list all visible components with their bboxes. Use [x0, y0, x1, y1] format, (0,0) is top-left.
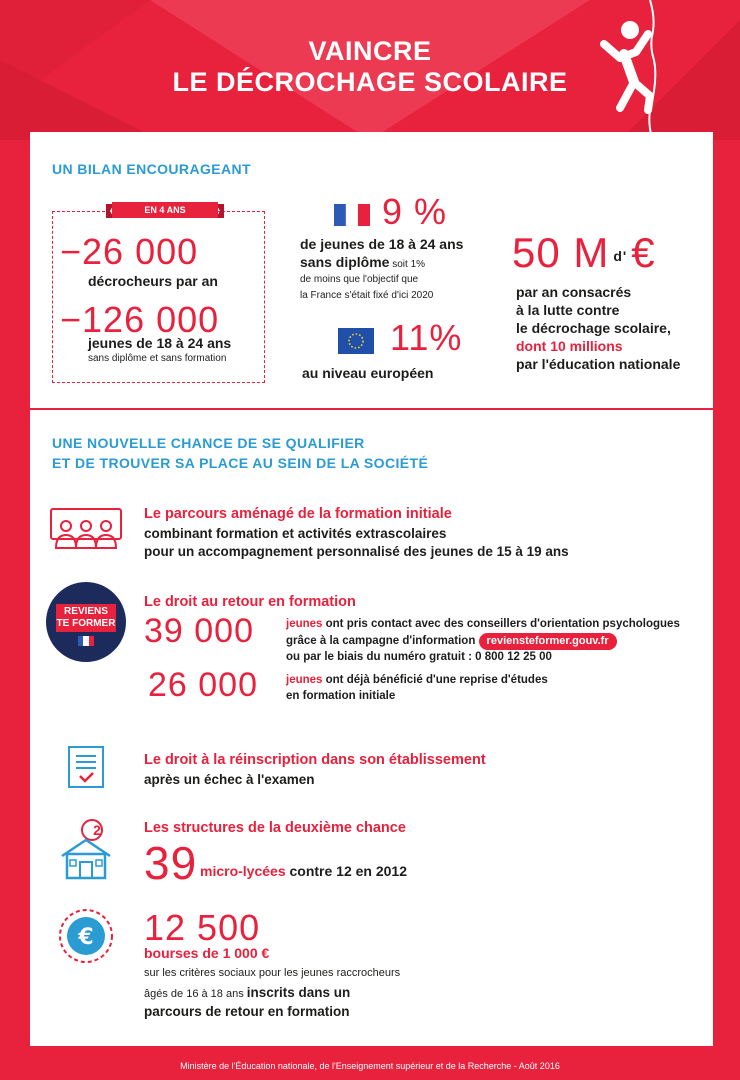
- euro-coin-icon: [58, 908, 114, 964]
- item1-title: Le parcours aménagé de la formation initiale: [144, 506, 452, 522]
- item5-bourses: bourses de 1 000 €: [144, 945, 270, 961]
- item4-text: [200, 863, 407, 880]
- logo-line-2: TE FORMER: [56, 618, 116, 629]
- item5-line-3: parcours de retour en formation: [144, 1004, 350, 1019]
- europe-percent: 11%: [390, 317, 463, 358]
- item4-title: Les structures de la deuxième chance: [144, 820, 406, 836]
- logo-line-1: REVIENS: [64, 606, 108, 617]
- item4-micro-lycees: micro-lycées: [200, 863, 286, 879]
- reviens-te-former-logo: [46, 582, 126, 662]
- bilan-heading: UN BILAN ENCOURAGEANT: [52, 161, 251, 177]
- stat-decrocheurs-label: décrocheurs par an: [88, 273, 218, 289]
- item2-text-1b: [286, 633, 617, 650]
- budget-d: d': [613, 247, 628, 264]
- item2-text-1b-rest: grâce à la campagne d'information: [286, 635, 479, 647]
- item2-number-2: 26 000: [148, 666, 258, 704]
- stat-jeunes-label: jeunes de 18 à 24 ans: [88, 335, 232, 351]
- chance-heading-1: UNE NOUVELLE CHANCE DE SE QUALIFIER: [52, 435, 365, 451]
- budget-euro: €: [631, 229, 656, 276]
- item2-text-1c: ou par le biais du numéro gratuit : 0 800 12 25 00: [286, 651, 552, 663]
- ribbon-label: EN 4 ANS: [144, 205, 186, 215]
- budget-line-4: dont 10 millions: [516, 338, 623, 354]
- item3-line-1: après un échec à l'examen: [144, 772, 315, 787]
- stat-decrocheurs-number: −26 000: [60, 231, 199, 272]
- item5-number: 12 500: [144, 907, 261, 948]
- deuxieme-chance-badge: 2: [93, 822, 101, 838]
- france-line-3: de moins que l'objectif que: [300, 274, 419, 285]
- reviens-te-former-link[interactable]: reviensteformer.gouv.fr: [479, 633, 617, 650]
- section-divider: [30, 408, 713, 410]
- budget-amount: 50 M: [512, 229, 610, 276]
- climber-icon: [590, 0, 680, 138]
- budget-line-5: par l'éducation nationale: [516, 356, 681, 372]
- item5-line-2a: âgés de 16 à 18 ans: [144, 988, 247, 1000]
- item5-line-2b: inscrits dans un: [246, 985, 351, 1000]
- budget-number: [512, 230, 656, 279]
- item5-line-2: [144, 984, 350, 1003]
- item2-text-2b: en formation initiale: [286, 690, 396, 702]
- france-percent: 9 %: [382, 191, 448, 232]
- france-flag-icon: [334, 204, 370, 226]
- budget-line-3: le décrochage scolaire,: [516, 320, 671, 336]
- item2-text-1a: [286, 617, 680, 632]
- item2-text-1a-rest: ont pris contact avec des conseillers d'orientation psychologues: [322, 618, 680, 630]
- svg-text:€: €: [78, 925, 94, 950]
- france-line-1: de jeunes de 18 à 24 ans: [300, 236, 464, 252]
- title-line-2: LE DÉCROCHAGE SCOLAIRE: [172, 67, 568, 97]
- item4-rest: contre 12 en 2012: [285, 863, 408, 879]
- item5-line-1: sur les critères sociaux pour les jeunes raccrocheurs: [144, 967, 401, 979]
- item3-title: Le droit à la réinscription dans son établissement: [144, 752, 486, 768]
- france-line-2-bold: sans diplôme: [300, 254, 390, 270]
- item1-line-1: combinant formation et activités extrascolaires: [144, 526, 447, 541]
- france-line-4: la France s'était fixé d'ici 2020: [300, 290, 434, 301]
- logo-banner: [56, 604, 116, 632]
- item2-number-1: 39 000: [144, 612, 254, 650]
- france-line-2-rest: soit 1%: [389, 259, 426, 270]
- group-icon: [50, 508, 122, 550]
- france-line-2: [300, 254, 425, 272]
- logo-flag-icon: [78, 636, 94, 646]
- stat-jeunes-sub: sans diplôme et sans formation: [88, 353, 227, 364]
- budget-line-1: par an consacrés: [516, 284, 632, 300]
- item2-text-2a-rest: ont déjà bénéficié d'une reprise d'études: [322, 674, 548, 686]
- eu-flag-icon: [338, 328, 374, 354]
- stat-jeunes-number: −126 000: [60, 299, 220, 340]
- item2-text-2a: [286, 673, 548, 688]
- item2-title: Le droit au retour en formation: [144, 594, 356, 610]
- budget-line-2: à la lutte contre: [516, 302, 620, 318]
- footer-credit: Ministère de l'Éducation nationale, de l'Enseignement supérieur et de la Recherche - Août 2016: [180, 1061, 560, 1071]
- item1-line-2: pour un accompagnement personnalisé des jeunes de 15 à 19 ans: [144, 544, 569, 559]
- chance-heading-2: ET DE TROUVER SA PLACE AU SEIN DE LA SOCIÉTÉ: [52, 455, 429, 471]
- item2-jeunes-1: jeunes: [286, 618, 323, 630]
- item4-number: 39: [144, 837, 198, 889]
- title-line-1: VAINCRE: [308, 36, 432, 66]
- form-checklist-icon: [68, 746, 104, 788]
- content-card: [30, 132, 713, 1046]
- item2-jeunes-2: jeunes: [286, 674, 323, 686]
- europe-label: au niveau européen: [302, 365, 434, 381]
